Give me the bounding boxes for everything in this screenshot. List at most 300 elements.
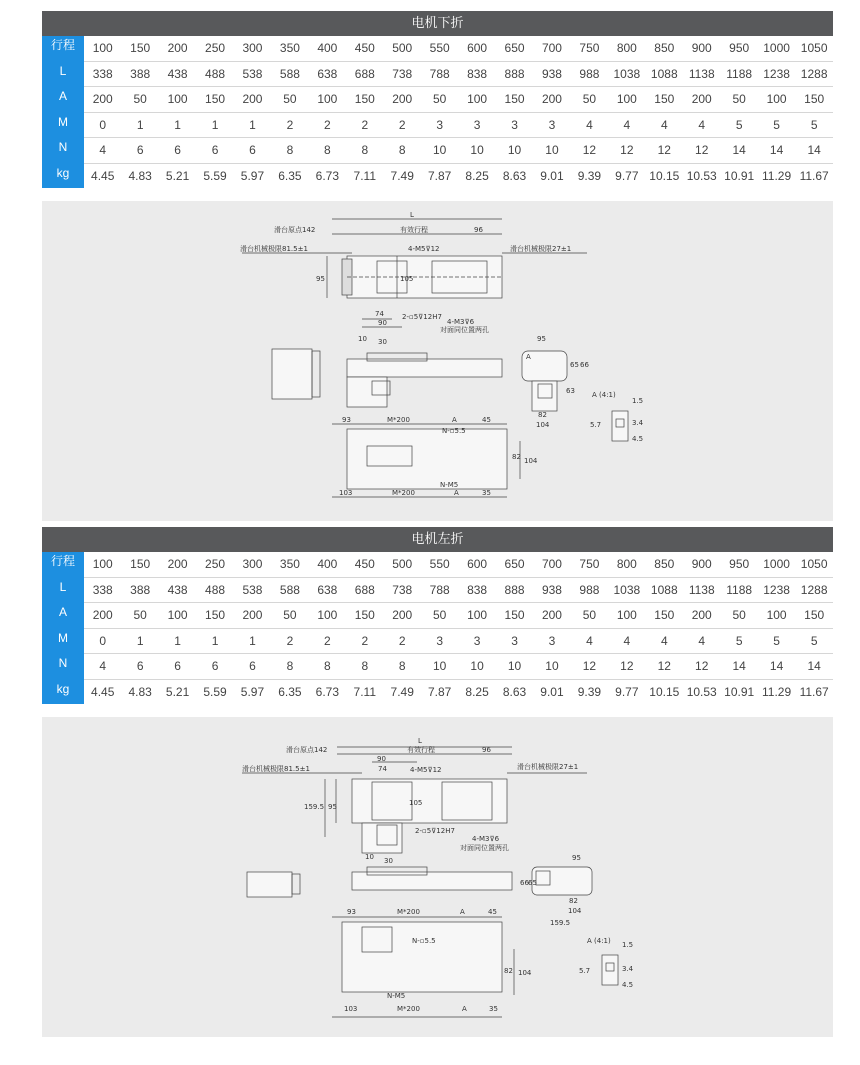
table-cell: 5.97	[240, 168, 265, 183]
table-cell: 200	[533, 603, 570, 629]
table-row	[42, 36, 833, 61]
table-cell: 2	[271, 628, 308, 654]
table-cell: 6.35	[278, 168, 302, 183]
table-cell: 200	[159, 552, 196, 577]
table-cell: 10.15	[649, 684, 680, 699]
row-label: A	[42, 603, 84, 629]
dim-30: 30	[378, 338, 387, 346]
table-cell: 6.35	[278, 684, 302, 699]
table-cell: 100	[309, 603, 346, 629]
table-cell: 7.87	[427, 168, 452, 183]
table-row	[42, 112, 833, 138]
table-cell: 4.45	[91, 168, 115, 183]
table-cell: 6	[196, 654, 233, 680]
table-cell: 250	[196, 552, 233, 577]
dim-bA: A	[460, 908, 465, 916]
table-cell: 12	[608, 654, 645, 680]
table-cell: 14	[758, 654, 795, 680]
table-cell: 150	[795, 603, 833, 629]
dim-159-5: 159.5	[304, 803, 325, 811]
dim-L: L	[418, 737, 422, 745]
table-cell: 1038	[608, 577, 645, 603]
table-cell: 450	[346, 552, 383, 577]
dim-74: 74	[375, 310, 384, 318]
table-cell: 5.97	[240, 684, 265, 699]
drawing-motor-left	[42, 717, 833, 1037]
table-cell: 150	[496, 87, 533, 113]
table-cell: 2	[384, 628, 421, 654]
table-cell: 7.11	[353, 168, 377, 183]
dim-end-159-5: 159.5	[550, 919, 571, 927]
table-cell: 150	[121, 36, 158, 61]
dim-b82: 82	[512, 453, 521, 461]
spec-table	[42, 36, 833, 188]
table-row	[42, 628, 833, 654]
table-cell: 200	[384, 87, 421, 113]
dim-3-4: 3.4	[632, 419, 644, 427]
table-cell: 1	[121, 112, 158, 138]
section-title: 电机下折	[42, 11, 833, 36]
table-cell: 4	[683, 112, 720, 138]
table-cell: 3	[421, 628, 458, 654]
table-cell: 800	[608, 36, 645, 61]
table-cell: 700	[533, 552, 570, 577]
dim-m5: 4-M5⊽12	[408, 245, 440, 253]
table-cell: 8.63	[502, 684, 527, 699]
dim-nslot: N-▫5.5	[442, 427, 466, 435]
table-cell: 1238	[758, 61, 795, 87]
table-row	[42, 138, 833, 164]
dim-origin: 滑台原点142	[274, 226, 316, 234]
table-cell: 9.77	[615, 684, 639, 699]
table-cell: 10	[458, 138, 495, 164]
dim-5-7: 5.7	[579, 967, 591, 975]
table-cell: 1000	[758, 552, 795, 577]
table-cell: 538	[234, 577, 271, 603]
dim-b103: 103	[339, 489, 353, 497]
dimension-drawing	[42, 201, 833, 521]
table-cell: 4	[84, 654, 121, 680]
table-cell: 5.59	[203, 168, 227, 183]
table-cell: 5.21	[165, 168, 190, 183]
table-cell: 6.73	[315, 684, 340, 699]
table-cell: 7.87	[427, 684, 452, 699]
table-cell: 10	[458, 654, 495, 680]
table-cell: 438	[159, 577, 196, 603]
table-cell: 12	[646, 654, 683, 680]
table-cell: 4	[646, 628, 683, 654]
table-cell: 12	[683, 654, 720, 680]
table-cell: 100	[608, 87, 645, 113]
table-cell: 150	[646, 603, 683, 629]
dim-end-104: 104	[568, 907, 582, 915]
dim-end-63: 63	[566, 387, 575, 395]
table-cell: 100	[309, 87, 346, 113]
table-cell: 50	[421, 87, 458, 113]
table-cell: 750	[571, 36, 608, 61]
dim-105: 105	[409, 799, 423, 807]
dim-bM200b: M*200	[397, 1005, 420, 1013]
table-cell: 9.39	[577, 684, 602, 699]
table-cell: 200	[533, 87, 570, 113]
table-cell: 10	[421, 138, 458, 164]
dim-4-5: 4.5	[632, 435, 644, 443]
table-cell: 8	[271, 654, 308, 680]
dim-bM200b: M*200	[392, 489, 415, 497]
dim-b104: 104	[524, 457, 538, 465]
table-cell: 4	[571, 112, 608, 138]
dim-pin: 2-▫5⊽12H7	[402, 313, 442, 321]
table-cell: 700	[533, 36, 570, 61]
dim-end-95: 95	[537, 335, 546, 343]
table-cell: 2	[346, 112, 383, 138]
table-cell: 1188	[720, 61, 757, 87]
dim-bM200: M*200	[387, 416, 410, 424]
row-label: kg	[42, 163, 84, 188]
dim-pin: 2-▫5⊽12H7	[415, 827, 455, 835]
row-label: M	[42, 112, 84, 138]
table-cell: 50	[720, 603, 757, 629]
table-cell: 14	[795, 654, 833, 680]
table-cell: 1188	[720, 577, 757, 603]
table-cell: 900	[683, 552, 720, 577]
table-cell: 950	[720, 36, 757, 61]
table-row	[42, 577, 833, 603]
table-cell: 150	[196, 87, 233, 113]
row-label: L	[42, 577, 84, 603]
table-cell: 350	[271, 552, 308, 577]
table-cell: 8	[346, 138, 383, 164]
dim-b104: 104	[518, 969, 532, 977]
table-cell: 10.15	[649, 168, 680, 183]
row-label: M	[42, 628, 84, 654]
row-label: 行程	[42, 552, 84, 577]
table-cell: 100	[84, 552, 121, 577]
table-cell: 200	[84, 603, 121, 629]
table-cell: 200	[384, 603, 421, 629]
table-cell: 1	[121, 628, 158, 654]
dim-5-7: 5.7	[590, 421, 602, 429]
dim-96: 96	[474, 226, 483, 234]
table-cell: 11.29	[762, 168, 792, 183]
table-cell: 8	[309, 138, 346, 164]
table-row	[42, 163, 833, 188]
dim-m5: 4-M5⊽12	[410, 766, 442, 774]
table-cell: 438	[159, 61, 196, 87]
table-cell: 488	[196, 61, 233, 87]
table-cell: 0	[84, 112, 121, 138]
table-cell: 8	[309, 654, 346, 680]
section-title: 电机左折	[42, 527, 833, 552]
table-cell: 100	[84, 36, 121, 61]
dim-4-5: 4.5	[622, 981, 634, 989]
table-cell: 300	[234, 36, 271, 61]
table-cell: 11.29	[762, 684, 792, 699]
table-cell: 8.25	[465, 684, 489, 699]
table-cell: 2	[346, 628, 383, 654]
table-cell: 388	[121, 577, 158, 603]
table-cell: 2	[309, 628, 346, 654]
dim-30: 30	[384, 857, 393, 865]
table-cell: 14	[720, 654, 757, 680]
table-cell: 50	[720, 87, 757, 113]
dim-detail: A (4:1)	[592, 391, 616, 399]
dim-b93: 93	[342, 416, 351, 424]
dim-m3-note: 对面同位置两孔	[460, 844, 509, 852]
table-cell: 10.91	[724, 684, 755, 699]
table-cell: 3	[421, 112, 458, 138]
dim-nslot: N-▫5.5	[412, 937, 436, 945]
table-cell: 1088	[646, 61, 683, 87]
table-cell: 388	[121, 61, 158, 87]
table-cell: 200	[159, 36, 196, 61]
table-cell: 4	[608, 112, 645, 138]
dim-end-95: 95	[572, 854, 581, 862]
dim-b45: 45	[488, 908, 497, 916]
table-cell: 5	[758, 112, 795, 138]
row-label: L	[42, 61, 84, 87]
table-cell: 150	[196, 603, 233, 629]
table-cell: 50	[571, 603, 608, 629]
table-cell: 1050	[795, 36, 833, 61]
table-cell: 12	[646, 138, 683, 164]
dim-end-66: 66	[580, 361, 589, 369]
table-cell: 1038	[608, 61, 645, 87]
table-cell: 1050	[795, 552, 833, 577]
table-cell: 1	[196, 112, 233, 138]
table-cell: 8	[271, 138, 308, 164]
table-cell: 2	[309, 112, 346, 138]
table-cell: 50	[121, 87, 158, 113]
table-cell: 10	[496, 138, 533, 164]
table-cell: 788	[421, 61, 458, 87]
drawing-motor-down	[42, 201, 833, 521]
table-cell: 838	[458, 577, 495, 603]
row-label: N	[42, 654, 84, 680]
table-cell: 1000	[758, 36, 795, 61]
row-label: N	[42, 138, 84, 164]
dim-bA: A	[452, 416, 457, 424]
table-cell: 200	[84, 87, 121, 113]
dim-end-66: 66	[520, 879, 529, 887]
table-cell: 450	[346, 36, 383, 61]
section-motor-down	[42, 11, 833, 188]
table-cell: 100	[159, 603, 196, 629]
dim-b35: 35	[489, 1005, 498, 1013]
table-cell: 1	[196, 628, 233, 654]
table-cell: 6	[159, 138, 196, 164]
table-cell: 3	[458, 628, 495, 654]
table-cell: 14	[720, 138, 757, 164]
table-cell: 988	[571, 577, 608, 603]
table-cell: 4.83	[128, 168, 152, 183]
table-cell: 12	[571, 654, 608, 680]
table-cell: 1	[234, 628, 271, 654]
table-row	[42, 603, 833, 629]
table-cell: 100	[758, 603, 795, 629]
table-cell: 150	[121, 552, 158, 577]
table-cell: 4	[683, 628, 720, 654]
row-label: A	[42, 87, 84, 113]
table-cell: 7.11	[353, 684, 377, 699]
dim-end-65: 65	[528, 879, 537, 887]
table-cell: 800	[608, 552, 645, 577]
table-cell: 1	[159, 628, 196, 654]
table-cell: 6	[234, 654, 271, 680]
table-cell: 3	[496, 628, 533, 654]
table-cell: 688	[346, 61, 383, 87]
row-label: kg	[42, 679, 84, 704]
dim-limit-right: 滑台机械极限27±1	[510, 245, 572, 253]
table-cell: 3	[496, 112, 533, 138]
dim-stroke: 有效行程	[407, 746, 435, 754]
dim-3-4: 3.4	[622, 965, 634, 973]
table-cell: 338	[84, 61, 121, 87]
table-cell: 838	[458, 61, 495, 87]
dim-1-5: 1.5	[632, 397, 644, 405]
dim-96: 96	[482, 746, 491, 754]
table-cell: 738	[384, 61, 421, 87]
table-cell: 100	[458, 603, 495, 629]
table-cell: 2	[384, 112, 421, 138]
table-cell: 0	[84, 628, 121, 654]
table-cell: 10	[496, 654, 533, 680]
dim-end-104: 104	[536, 421, 550, 429]
table-cell: 550	[421, 552, 458, 577]
table-cell: 10	[533, 654, 570, 680]
table-cell: 5.21	[165, 684, 190, 699]
table-cell: 150	[646, 87, 683, 113]
table-cell: 6	[121, 138, 158, 164]
dim-10: 10	[358, 335, 367, 343]
table-row	[42, 552, 833, 577]
table-cell: 10	[421, 654, 458, 680]
table-cell: 9.01	[540, 684, 564, 699]
dim-limit-left: 滑台机械极限81.5±1	[242, 765, 310, 773]
spec-table	[42, 552, 833, 704]
table-cell: 1288	[795, 577, 833, 603]
table-cell: 4	[608, 628, 645, 654]
table-cell: 200	[683, 87, 720, 113]
dim-105: 105	[400, 275, 414, 283]
table-cell: 9.39	[577, 168, 602, 183]
table-cell: 12	[571, 138, 608, 164]
dim-b103: 103	[344, 1005, 358, 1013]
table-cell: 300	[234, 552, 271, 577]
dim-L: L	[410, 211, 414, 219]
table-cell: 888	[496, 61, 533, 87]
table-cell: 638	[309, 577, 346, 603]
table-cell: 14	[795, 138, 833, 164]
table-cell: 6	[234, 138, 271, 164]
table-cell: 5	[758, 628, 795, 654]
dim-nm5: N-M5	[440, 481, 459, 489]
table-cell: 100	[159, 87, 196, 113]
table-cell: 1088	[646, 577, 683, 603]
dim-m3: 4-M3⊽6	[472, 835, 500, 843]
table-cell: 12	[608, 138, 645, 164]
table-cell: 1288	[795, 61, 833, 87]
dim-10: 10	[365, 853, 374, 861]
dim-b35: 35	[482, 489, 491, 497]
table-cell: 1	[159, 112, 196, 138]
table-cell: 588	[271, 61, 308, 87]
table-cell: 100	[608, 603, 645, 629]
table-cell: 7.49	[390, 684, 414, 699]
table-row	[42, 679, 833, 704]
dim-end-65: 65	[570, 361, 579, 369]
table-cell: 150	[795, 87, 833, 113]
table-cell: 400	[309, 552, 346, 577]
table-cell: 638	[309, 61, 346, 87]
dim-90: 90	[378, 319, 387, 327]
table-cell: 688	[346, 577, 383, 603]
table-cell: 200	[683, 603, 720, 629]
table-cell: 9.01	[540, 168, 564, 183]
table-cell: 11.67	[799, 168, 829, 183]
dim-95: 95	[328, 803, 337, 811]
table-cell: 4	[646, 112, 683, 138]
table-cell: 600	[458, 552, 495, 577]
table-cell: 10	[533, 138, 570, 164]
table-cell: 350	[271, 36, 308, 61]
table-cell: 200	[234, 603, 271, 629]
table-cell: 11.67	[799, 684, 829, 699]
table-cell: 4.83	[128, 684, 152, 699]
table-cell: 10.53	[686, 168, 717, 183]
table-cell: 950	[720, 552, 757, 577]
dim-1-5: 1.5	[622, 941, 634, 949]
table-cell: 50	[421, 603, 458, 629]
table-cell: 5	[795, 628, 833, 654]
table-cell: 50	[271, 603, 308, 629]
table-cell: 900	[683, 36, 720, 61]
table-cell: 9.77	[615, 168, 639, 183]
table-cell: 7.49	[390, 168, 414, 183]
table-cell: 750	[571, 552, 608, 577]
table-cell: 5	[720, 112, 757, 138]
dim-m3-note: 对面同位置两孔	[440, 326, 489, 334]
table-row	[42, 654, 833, 680]
table-cell: 4	[571, 628, 608, 654]
table-cell: 888	[496, 577, 533, 603]
dimension-drawing	[42, 717, 833, 1037]
table-cell: 6	[121, 654, 158, 680]
table-cell: 3	[533, 628, 570, 654]
table-cell: 3	[533, 112, 570, 138]
table-cell: 250	[196, 36, 233, 61]
table-cell: 738	[384, 577, 421, 603]
table-cell: 8.63	[502, 168, 527, 183]
table-cell: 850	[646, 552, 683, 577]
table-cell: 550	[421, 36, 458, 61]
table-cell: 850	[646, 36, 683, 61]
dim-end-82: 82	[569, 897, 578, 905]
table-cell: 538	[234, 61, 271, 87]
table-cell: 14	[758, 138, 795, 164]
dim-limit-right: 滑台机械极限27±1	[517, 763, 579, 771]
table-cell: 650	[496, 552, 533, 577]
dim-end-82: 82	[538, 411, 547, 419]
table-cell: 600	[458, 36, 495, 61]
table-cell: 5.59	[203, 684, 227, 699]
dim-stroke: 有效行程	[400, 226, 428, 234]
table-cell: 6	[159, 654, 196, 680]
table-cell: 150	[496, 603, 533, 629]
table-cell: 12	[683, 138, 720, 164]
table-cell: 6	[196, 138, 233, 164]
table-cell: 3	[458, 112, 495, 138]
